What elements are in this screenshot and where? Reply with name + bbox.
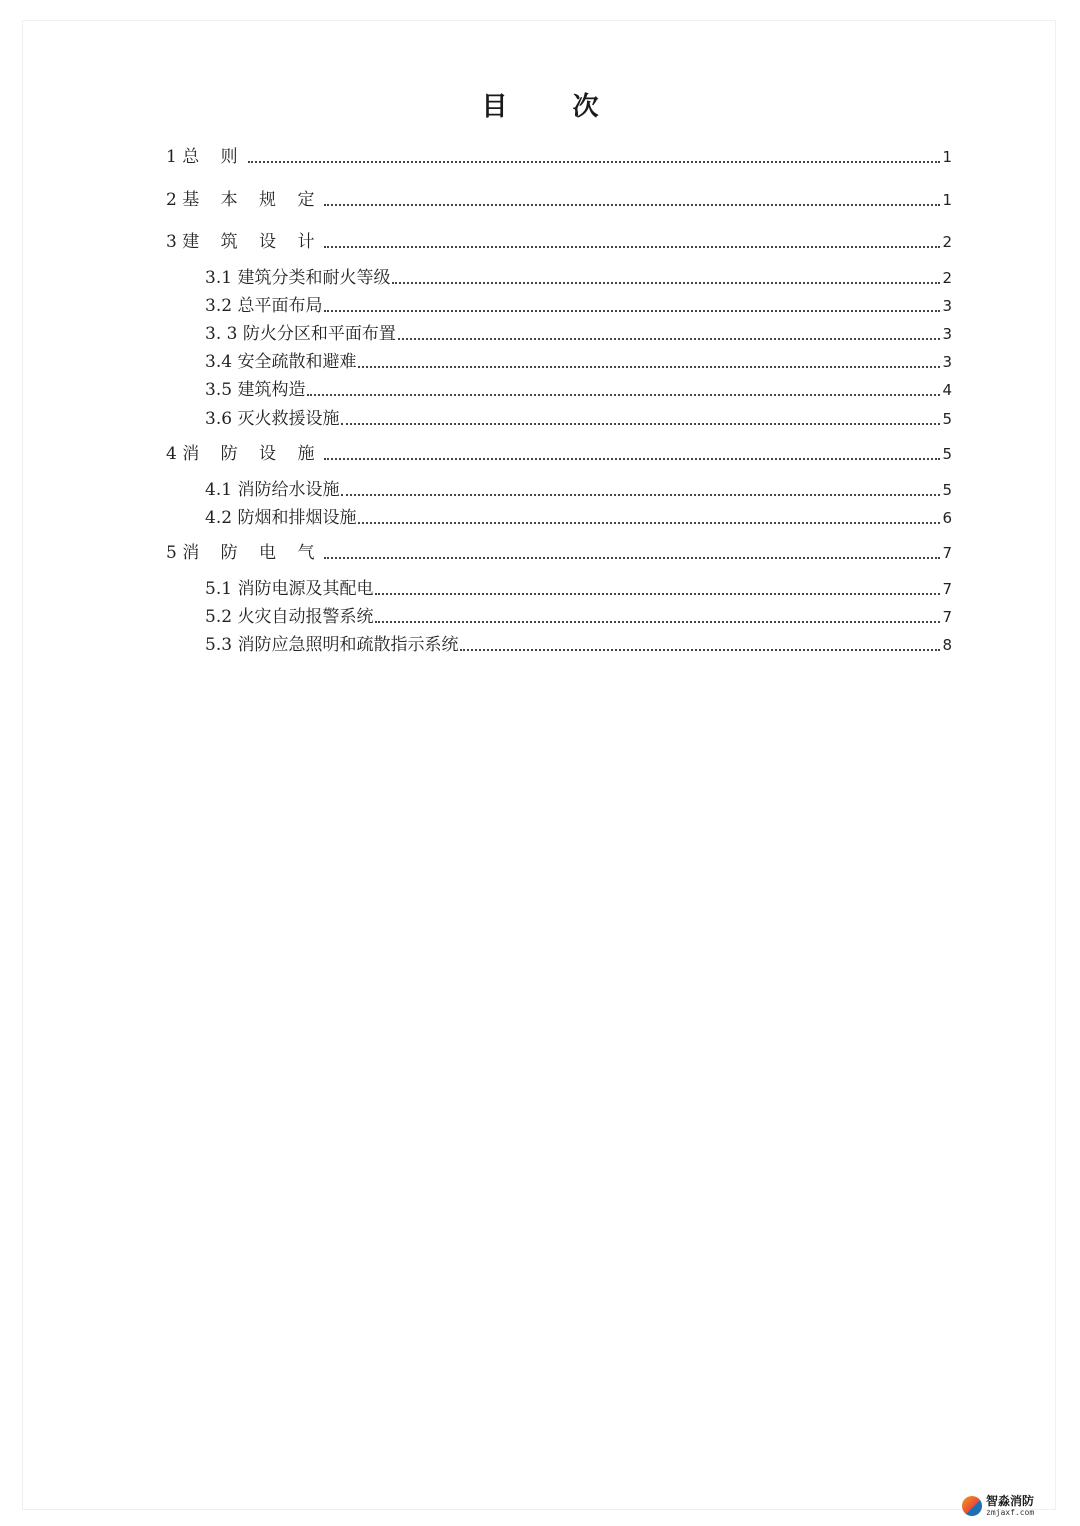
toc-entry-number: 3.2 <box>205 296 238 316</box>
dot-leader <box>375 592 940 595</box>
watermark-logo-icon <box>962 1496 982 1516</box>
toc-entry-number: 5.1 <box>205 579 238 599</box>
toc-entry-label: 消防应急照明和疏散指示系统 <box>237 635 459 655</box>
dot-leader <box>324 457 940 460</box>
toc-entry-number: 3.5 <box>205 380 238 400</box>
dot-leader <box>358 521 940 524</box>
dot-leader <box>341 493 940 496</box>
toc-entry-page: 3 <box>942 297 952 315</box>
toc-entry-label: 建 筑 设 计 <box>182 232 323 252</box>
toc-entry-number: 3.4 <box>205 352 238 372</box>
toc-entry-5-2[interactable] <box>205 604 952 628</box>
toc-entry-label: 建筑分类和耐火等级 <box>237 268 391 288</box>
toc-entry-number: 5 <box>166 543 183 563</box>
toc-entry-label: 消防给水设施 <box>237 480 340 500</box>
toc-entry-3[interactable] <box>166 229 952 253</box>
toc-entry-page: 2 <box>942 269 952 287</box>
toc-entry-page: 4 <box>942 381 952 399</box>
dot-leader <box>324 245 940 248</box>
toc-entry-page: 5 <box>942 445 952 463</box>
toc-entry-label: 防烟和排烟设施 <box>237 508 357 528</box>
toc-entry-label: 火灾自动报警系统 <box>237 607 374 627</box>
dot-leader <box>341 422 940 425</box>
toc-entry-5-3[interactable] <box>205 632 952 656</box>
toc-entry-page: 7 <box>942 544 952 562</box>
toc-entry-2[interactable] <box>166 187 952 211</box>
dot-leader <box>324 309 940 312</box>
toc-entry-page: 7 <box>942 580 952 598</box>
toc-entry-page: 1 <box>942 148 952 166</box>
toc-entry-number: 4.1 <box>205 480 238 500</box>
toc-entry-3-2[interactable] <box>205 293 952 317</box>
toc-entry-4-2[interactable] <box>205 505 952 529</box>
toc-entry-number: 3.6 <box>205 409 238 429</box>
toc-entry-page: 5 <box>942 410 952 428</box>
toc-entry-3-1[interactable] <box>205 265 952 289</box>
dot-leader <box>392 281 940 284</box>
toc-entry-1[interactable] <box>166 144 952 168</box>
toc-entry-label: 建筑构造 <box>237 380 306 400</box>
toc-entry-page: 6 <box>942 509 952 527</box>
toc-entry-label: 总 则 <box>182 147 246 167</box>
dot-leader <box>307 393 940 396</box>
dot-leader <box>358 365 940 368</box>
dot-leader <box>398 337 941 340</box>
toc-entry-label: 消 防 电 气 <box>182 543 323 563</box>
toc-entry-number: 4.2 <box>205 508 238 528</box>
toc-entry-3-5[interactable] <box>205 377 952 401</box>
toc-entry-label: 总平面布局 <box>237 296 323 316</box>
toc-entry-number: 5.3 <box>205 635 238 655</box>
toc-entry-page: 7 <box>942 608 952 626</box>
dot-leader <box>375 620 940 623</box>
toc-entry-label: 防火分区和平面布置 <box>242 324 396 344</box>
toc-entry-page: 5 <box>942 481 952 499</box>
toc-entry-number: 1 <box>166 147 183 167</box>
toc-entry-page: 1 <box>942 191 952 209</box>
toc-entry-number: 4 <box>166 444 183 464</box>
dot-leader <box>460 648 940 651</box>
dot-leader <box>248 160 941 163</box>
watermark-name: 智淼消防 <box>986 1494 1035 1508</box>
toc-entry-number: 3 <box>166 232 183 252</box>
toc-entry-label: 消 防 设 施 <box>182 444 323 464</box>
toc-entry-page: 8 <box>942 636 952 654</box>
toc-entry-number: 2 <box>166 190 183 210</box>
toc-entry-4-1[interactable] <box>205 477 952 501</box>
toc-entry-5-1[interactable] <box>205 576 952 600</box>
toc-entry-page: 3 <box>942 353 952 371</box>
toc-entry-3-3[interactable] <box>205 321 952 345</box>
toc-entry-label: 基 本 规 定 <box>182 190 323 210</box>
toc-entry-number: 3. 3 <box>205 324 243 344</box>
toc-entry-page: 2 <box>942 233 952 251</box>
toc-entry-number: 3.1 <box>205 268 238 288</box>
toc-entry-4[interactable] <box>166 441 952 465</box>
toc-entry-label: 灭火救援设施 <box>237 409 340 429</box>
toc-entry-3-6[interactable] <box>205 406 952 430</box>
toc-entry-label: 消防电源及其配电 <box>237 579 374 599</box>
toc-entry-label: 安全疏散和避难 <box>237 352 357 372</box>
watermark <box>962 1490 1062 1522</box>
toc-entry-number: 5.2 <box>205 607 238 627</box>
watermark-url: zmjaxf.com <box>986 1508 1035 1517</box>
toc-title: 目 次 <box>481 92 627 122</box>
watermark-text <box>986 1495 1034 1517</box>
toc-entry-5[interactable] <box>166 540 952 564</box>
dot-leader <box>324 556 940 559</box>
dot-leader <box>324 203 940 206</box>
toc-entry-page: 3 <box>942 325 952 343</box>
toc-entry-3-4[interactable] <box>205 349 952 373</box>
